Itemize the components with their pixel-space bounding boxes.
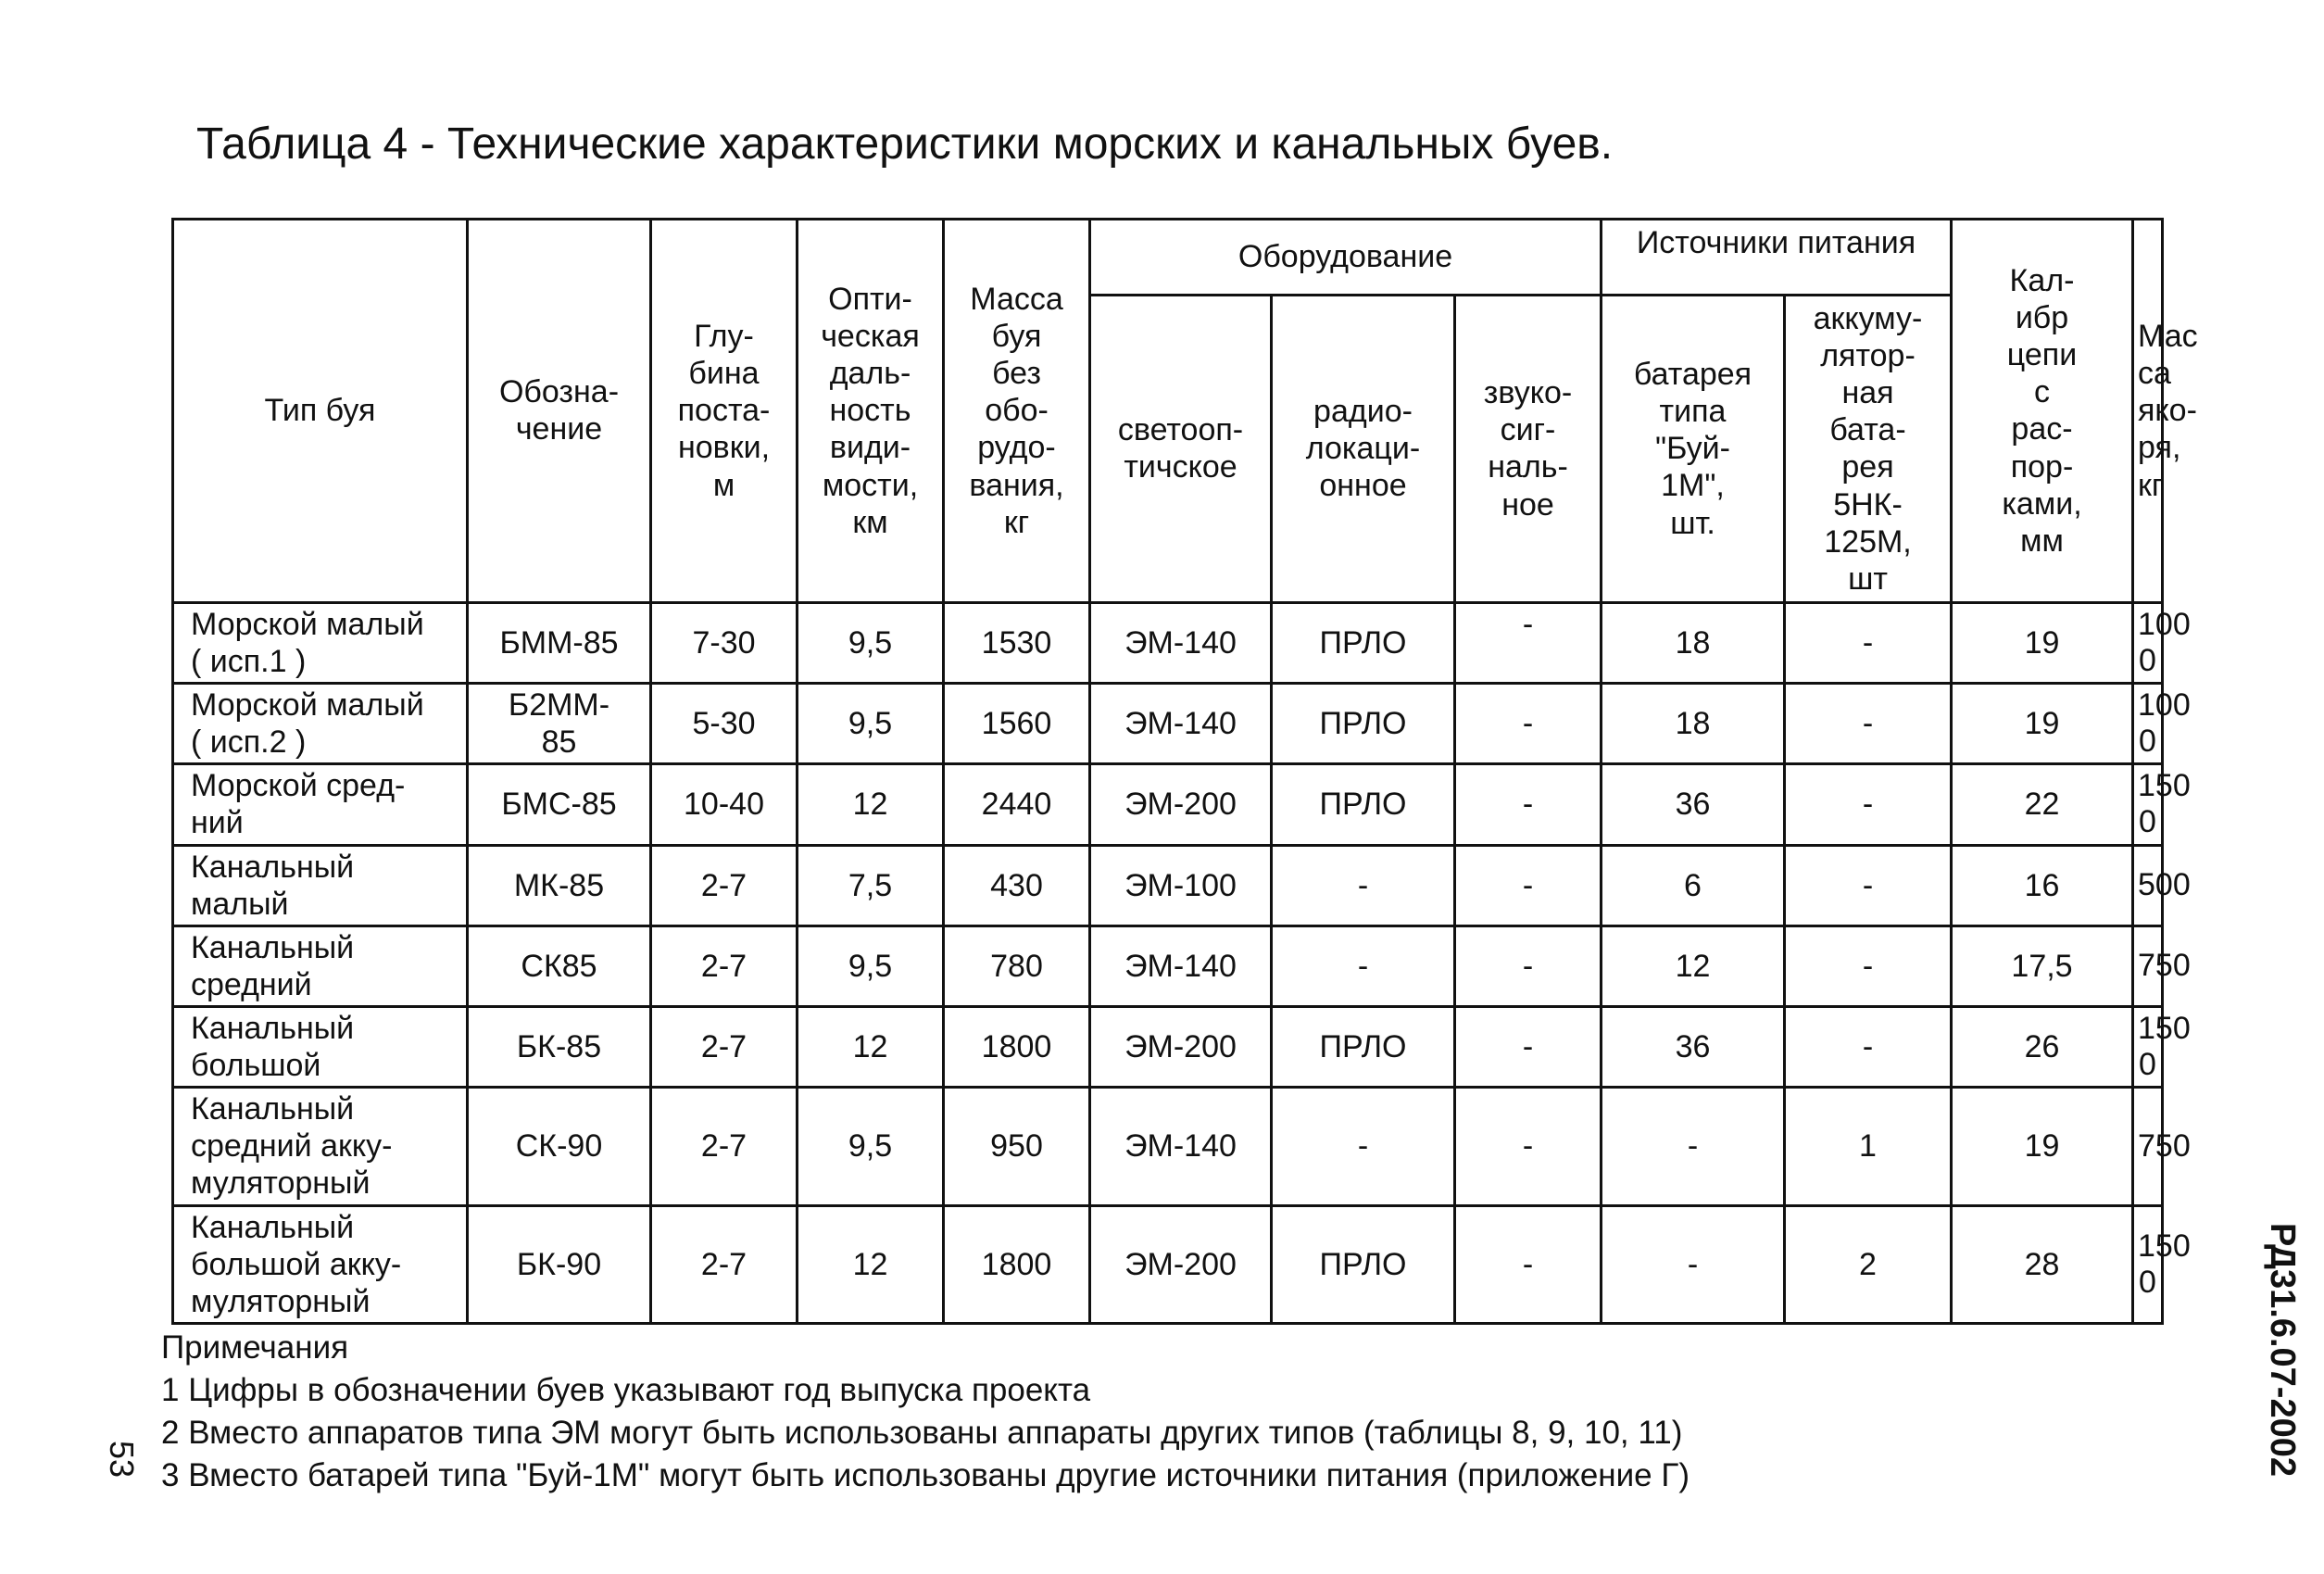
header-line: види- — [829, 430, 911, 466]
cell-designation — [468, 684, 651, 764]
header-line: Мас — [2138, 319, 2198, 355]
cell-line: БММ-85 — [499, 624, 619, 661]
cell-sound: - — [1455, 1006, 1602, 1087]
cell-line: большой — [191, 1048, 321, 1084]
header-line: ное — [1501, 486, 1554, 523]
cell-line: средний акку- — [191, 1128, 393, 1165]
notes-heading: Примечания — [161, 1329, 349, 1366]
header-line: Кал- — [2009, 263, 2075, 298]
header-line: м — [712, 467, 735, 503]
cell-chain: 28 — [1952, 1205, 2133, 1323]
cell-designation — [468, 926, 651, 1006]
header-light — [1090, 296, 1272, 603]
header-line: ность — [829, 393, 911, 429]
cell-chain: 26 — [1952, 1006, 2133, 1087]
cell-line: малый — [191, 886, 289, 922]
buoy-spec-table — [171, 218, 2198, 1325]
cell-sound: - — [1455, 926, 1602, 1006]
cell-line: 750 — [2138, 1127, 2191, 1164]
cell-range: 7,5 — [798, 845, 944, 926]
cell-line: БМС-85 — [501, 787, 617, 823]
cell-line: Канальный — [191, 929, 355, 965]
cell-line: 0 — [2139, 642, 2156, 678]
table-row — [173, 764, 2163, 845]
cell-light: ЭМ-140 — [1090, 926, 1272, 1006]
cell-line: Канальный — [191, 1209, 355, 1245]
header-line: Масса — [970, 282, 1063, 318]
cell-designation — [468, 1088, 651, 1205]
cell-line: 750 — [2138, 948, 2191, 984]
cell-radar: - — [1272, 1088, 1455, 1205]
cell-mass: 780 — [944, 926, 1090, 1006]
header-line: ная — [1841, 375, 1894, 411]
cell-line: ( исп.2 ) — [191, 724, 307, 761]
header-line: звуко- — [1483, 375, 1573, 411]
cell-line: БК-85 — [516, 1029, 602, 1065]
header-line: бина — [688, 356, 760, 392]
document-code: РД31.6.07-2002 — [2263, 1223, 2302, 1477]
header-line: батарея — [1633, 357, 1752, 393]
header-line: чение — [515, 411, 603, 447]
header-equipment: Оборудование — [1090, 220, 1602, 296]
cell-line: 0 — [2139, 804, 2156, 840]
cell-depth: 7-30 — [651, 602, 798, 683]
cell-range: 9,5 — [798, 926, 944, 1006]
cell-name — [173, 1006, 468, 1087]
header-line: 1М", — [1661, 468, 1725, 504]
cell-light: ЭМ-200 — [1090, 1205, 1272, 1323]
cell-name — [173, 684, 468, 764]
cell-name — [173, 764, 468, 845]
cell-radar: - — [1272, 926, 1455, 1006]
cell-designation — [468, 602, 651, 683]
cell-light: ЭМ-200 — [1090, 1006, 1272, 1087]
cell-mass: 430 — [944, 845, 1090, 926]
cell-line: Б2ММ- — [508, 687, 610, 724]
cell-line: 100 — [2138, 687, 2191, 724]
cell-anchor — [2133, 684, 2191, 764]
cell-light: ЭМ-140 — [1090, 1088, 1272, 1205]
header-line: типа — [1659, 394, 1727, 430]
cell-line: 150 — [2138, 768, 2191, 804]
cell-range: 9,5 — [798, 684, 944, 764]
note-1: 1 Цифры в обозначении буев указывают год выпуска проекта — [161, 1372, 1091, 1408]
table-row — [173, 684, 2163, 764]
cell-line: МК-85 — [513, 867, 605, 903]
cell-battery: - — [1602, 1205, 1785, 1323]
cell-line: СК85 — [521, 948, 597, 984]
header-line: поста- — [677, 393, 771, 429]
cell-line: Канальный — [191, 1010, 355, 1046]
cell-accum: 2 — [1785, 1205, 1952, 1323]
header-line: Опти- — [828, 282, 912, 318]
cell-range: 9,5 — [798, 1088, 944, 1205]
cell-depth: 2-7 — [651, 926, 798, 1006]
table-row — [173, 926, 2163, 1006]
cell-sound: - — [1455, 1205, 1602, 1323]
cell-mass: 1800 — [944, 1006, 1090, 1087]
cell-chain: 16 — [1952, 845, 2133, 926]
cell-mass: 950 — [944, 1088, 1090, 1205]
cell-radar: ПРЛО — [1272, 684, 1455, 764]
cell-anchor — [2133, 926, 2191, 1006]
header-line: 5НК- — [1833, 486, 1903, 523]
cell-chain: 22 — [1952, 764, 2133, 845]
cell-anchor — [2133, 845, 2191, 926]
cell-radar: ПРЛО — [1272, 1205, 1455, 1323]
header-line: мости, — [822, 467, 919, 503]
cell-accum: - — [1785, 926, 1952, 1006]
header-line: тичское — [1124, 449, 1237, 485]
cell-light: ЭМ-140 — [1090, 684, 1272, 764]
header-line: ческая — [821, 319, 920, 355]
cell-battery: 12 — [1602, 926, 1785, 1006]
cell-sound: - — [1455, 1088, 1602, 1205]
cell-radar: ПРЛО — [1272, 1006, 1455, 1087]
header-line: ря, — [2138, 430, 2181, 466]
table-row — [173, 1205, 2163, 1323]
cell-line: 150 — [2138, 1010, 2191, 1046]
header-line: радио- — [1313, 394, 1413, 430]
cell-line: БК-90 — [516, 1246, 602, 1282]
table-body — [173, 602, 2191, 1323]
cell-chain: 19 — [1952, 1088, 2133, 1205]
header-mass — [944, 220, 1090, 603]
header-type: Тип буя — [173, 220, 468, 603]
header-power: Источники питания — [1602, 220, 1952, 296]
cell-line: 100 — [2138, 606, 2191, 642]
cell-battery: 18 — [1602, 602, 1785, 683]
cell-anchor — [2133, 1088, 2191, 1205]
header-line: мм — [2020, 523, 2064, 559]
table-row — [173, 1006, 2163, 1087]
cell-accum: - — [1785, 602, 1952, 683]
cell-depth: 5-30 — [651, 684, 798, 764]
table-row — [173, 845, 2163, 926]
cell-chain: 19 — [1952, 684, 2133, 764]
header-line: с — [2034, 374, 2050, 410]
cell-line: Морской малый — [191, 606, 424, 642]
cell-light: ЭМ-200 — [1090, 764, 1272, 845]
cell-depth: 2-7 — [651, 1006, 798, 1087]
cell-line: большой акку- — [191, 1246, 402, 1282]
cell-accum: - — [1785, 764, 1952, 845]
cell-accum: - — [1785, 845, 1952, 926]
header-accum — [1785, 296, 1952, 603]
cell-depth: 2-7 — [651, 1088, 798, 1205]
cell-sound: - — [1455, 764, 1602, 845]
cell-accum: 1 — [1785, 1088, 1952, 1205]
cell-line: Морской сред- — [191, 768, 406, 804]
cell-radar: ПРЛО — [1272, 602, 1455, 683]
cell-chain: 17,5 — [1952, 926, 2133, 1006]
header-line: рас- — [2011, 411, 2073, 447]
cell-range: 12 — [798, 1205, 944, 1323]
cell-light: ЭМ-140 — [1090, 602, 1272, 683]
cell-line: 500 — [2138, 867, 2191, 903]
cell-designation — [468, 764, 651, 845]
header-line: бата- — [1829, 412, 1906, 448]
cell-depth: 2-7 — [651, 1205, 798, 1323]
header-line: буя — [991, 319, 1042, 355]
header-range — [798, 220, 944, 603]
header-line: Обозна- — [498, 374, 620, 410]
note-2: 2 Вместо аппаратов типа ЭМ могут быть использованы аппараты других типов (таблицы 8, 9, 10, 11) — [161, 1415, 1683, 1451]
cell-accum: - — [1785, 684, 1952, 764]
cell-mass: 1530 — [944, 602, 1090, 683]
header-line: кг — [1003, 504, 1030, 540]
header-line: шт — [1848, 560, 1888, 597]
cell-sound: - — [1455, 684, 1602, 764]
header-line: 125М, — [1824, 523, 1912, 560]
cell-battery: 36 — [1602, 764, 1785, 845]
cell-line: муляторный — [191, 1283, 371, 1319]
cell-battery: 18 — [1602, 684, 1785, 764]
cell-name — [173, 926, 468, 1006]
header-line: яко- — [2138, 393, 2197, 429]
header-line: лятор- — [1820, 338, 1916, 374]
cell-designation — [468, 1006, 651, 1087]
cell-radar: - — [1272, 845, 1455, 926]
cell-line: 0 — [2139, 724, 2156, 760]
header-line: кг — [2138, 467, 2164, 503]
header-line: без — [992, 356, 1041, 392]
header-line: пор- — [2010, 448, 2074, 485]
cell-line: 150 — [2138, 1228, 2191, 1264]
cell-sound: - — [1455, 845, 1602, 926]
cell-range: 9,5 — [798, 602, 944, 683]
header-sound — [1455, 296, 1602, 603]
cell-line: Морской малый — [191, 687, 424, 724]
cell-depth: 2-7 — [651, 845, 798, 926]
cell-designation — [468, 845, 651, 926]
cell-range: 12 — [798, 764, 944, 845]
header-line: аккуму- — [1813, 301, 1923, 336]
header-line: рея — [1841, 449, 1894, 485]
header-line: Глу- — [694, 319, 754, 355]
cell-accum: - — [1785, 1006, 1952, 1087]
header-anchor — [2133, 220, 2198, 603]
header-line: ками, — [2002, 485, 2082, 522]
cell-line: Канальный — [191, 849, 355, 885]
cell-battery: 6 — [1602, 845, 1785, 926]
table-row — [173, 1088, 2163, 1205]
cell-anchor — [2133, 764, 2191, 845]
header-line: даль- — [829, 356, 911, 392]
header-line: вания, — [969, 467, 1064, 503]
header-line: локаци- — [1305, 431, 1421, 467]
cell-battery: - — [1602, 1088, 1785, 1205]
cell-line: СК-90 — [515, 1128, 603, 1165]
cell-mass: 2440 — [944, 764, 1090, 845]
cell-line: Канальный — [191, 1091, 355, 1127]
header-line: онное — [1319, 468, 1407, 504]
cell-mass: 1800 — [944, 1205, 1090, 1323]
header-radar — [1272, 296, 1455, 603]
notes — [161, 1327, 1690, 1497]
header-line: ибр — [2015, 300, 2069, 336]
cell-line: 85 — [541, 724, 577, 761]
cell-chain: 19 — [1952, 602, 2133, 683]
cell-anchor — [2133, 1205, 2191, 1323]
cell-name — [173, 1205, 468, 1323]
header-line: обо- — [985, 393, 1049, 429]
header-line: рудо- — [977, 430, 1056, 466]
cell-range: 12 — [798, 1006, 944, 1087]
header-line: наль- — [1488, 449, 1568, 485]
cell-line: 0 — [2139, 1047, 2156, 1083]
cell-depth: 10-40 — [651, 764, 798, 845]
cell-sound: - — [1455, 602, 1602, 683]
header-line: светооп- — [1117, 412, 1244, 448]
table-title: Таблица 4 - Технические характеристики морских и канальных буев. — [196, 120, 1614, 169]
table-row — [173, 602, 2163, 683]
cell-mass: 1560 — [944, 684, 1090, 764]
page-number: 53 — [103, 1441, 141, 1479]
cell-name — [173, 845, 468, 926]
header-line: шт. — [1670, 505, 1715, 541]
cell-line: 0 — [2139, 1264, 2156, 1300]
cell-anchor — [2133, 1006, 2191, 1087]
header-depth — [651, 220, 798, 603]
header-chain — [1952, 220, 2133, 603]
cell-line: ний — [191, 805, 244, 841]
header-line: цепи — [2006, 337, 2078, 373]
cell-line: средний — [191, 966, 312, 1002]
header-designation — [468, 220, 651, 603]
header-line: са — [2138, 356, 2171, 392]
header-battery — [1602, 296, 1785, 603]
header-line: км — [852, 504, 888, 540]
header-line: "Буй- — [1655, 431, 1730, 467]
header-line: новки, — [677, 430, 771, 466]
cell-name — [173, 1088, 468, 1205]
note-3: 3 Вместо батарей типа "Буй-1М" могут быть использованы другие источники питания (приложение Г) — [161, 1457, 1690, 1493]
cell-light: ЭМ-100 — [1090, 845, 1272, 926]
cell-designation — [468, 1205, 651, 1323]
cell-battery: 36 — [1602, 1006, 1785, 1087]
cell-anchor — [2133, 602, 2191, 683]
cell-line: ( исп.1 ) — [191, 643, 307, 679]
cell-radar: ПРЛО — [1272, 764, 1455, 845]
header-line: сиг- — [1500, 412, 1556, 448]
cell-name — [173, 602, 468, 683]
cell-line: муляторный — [191, 1165, 371, 1202]
